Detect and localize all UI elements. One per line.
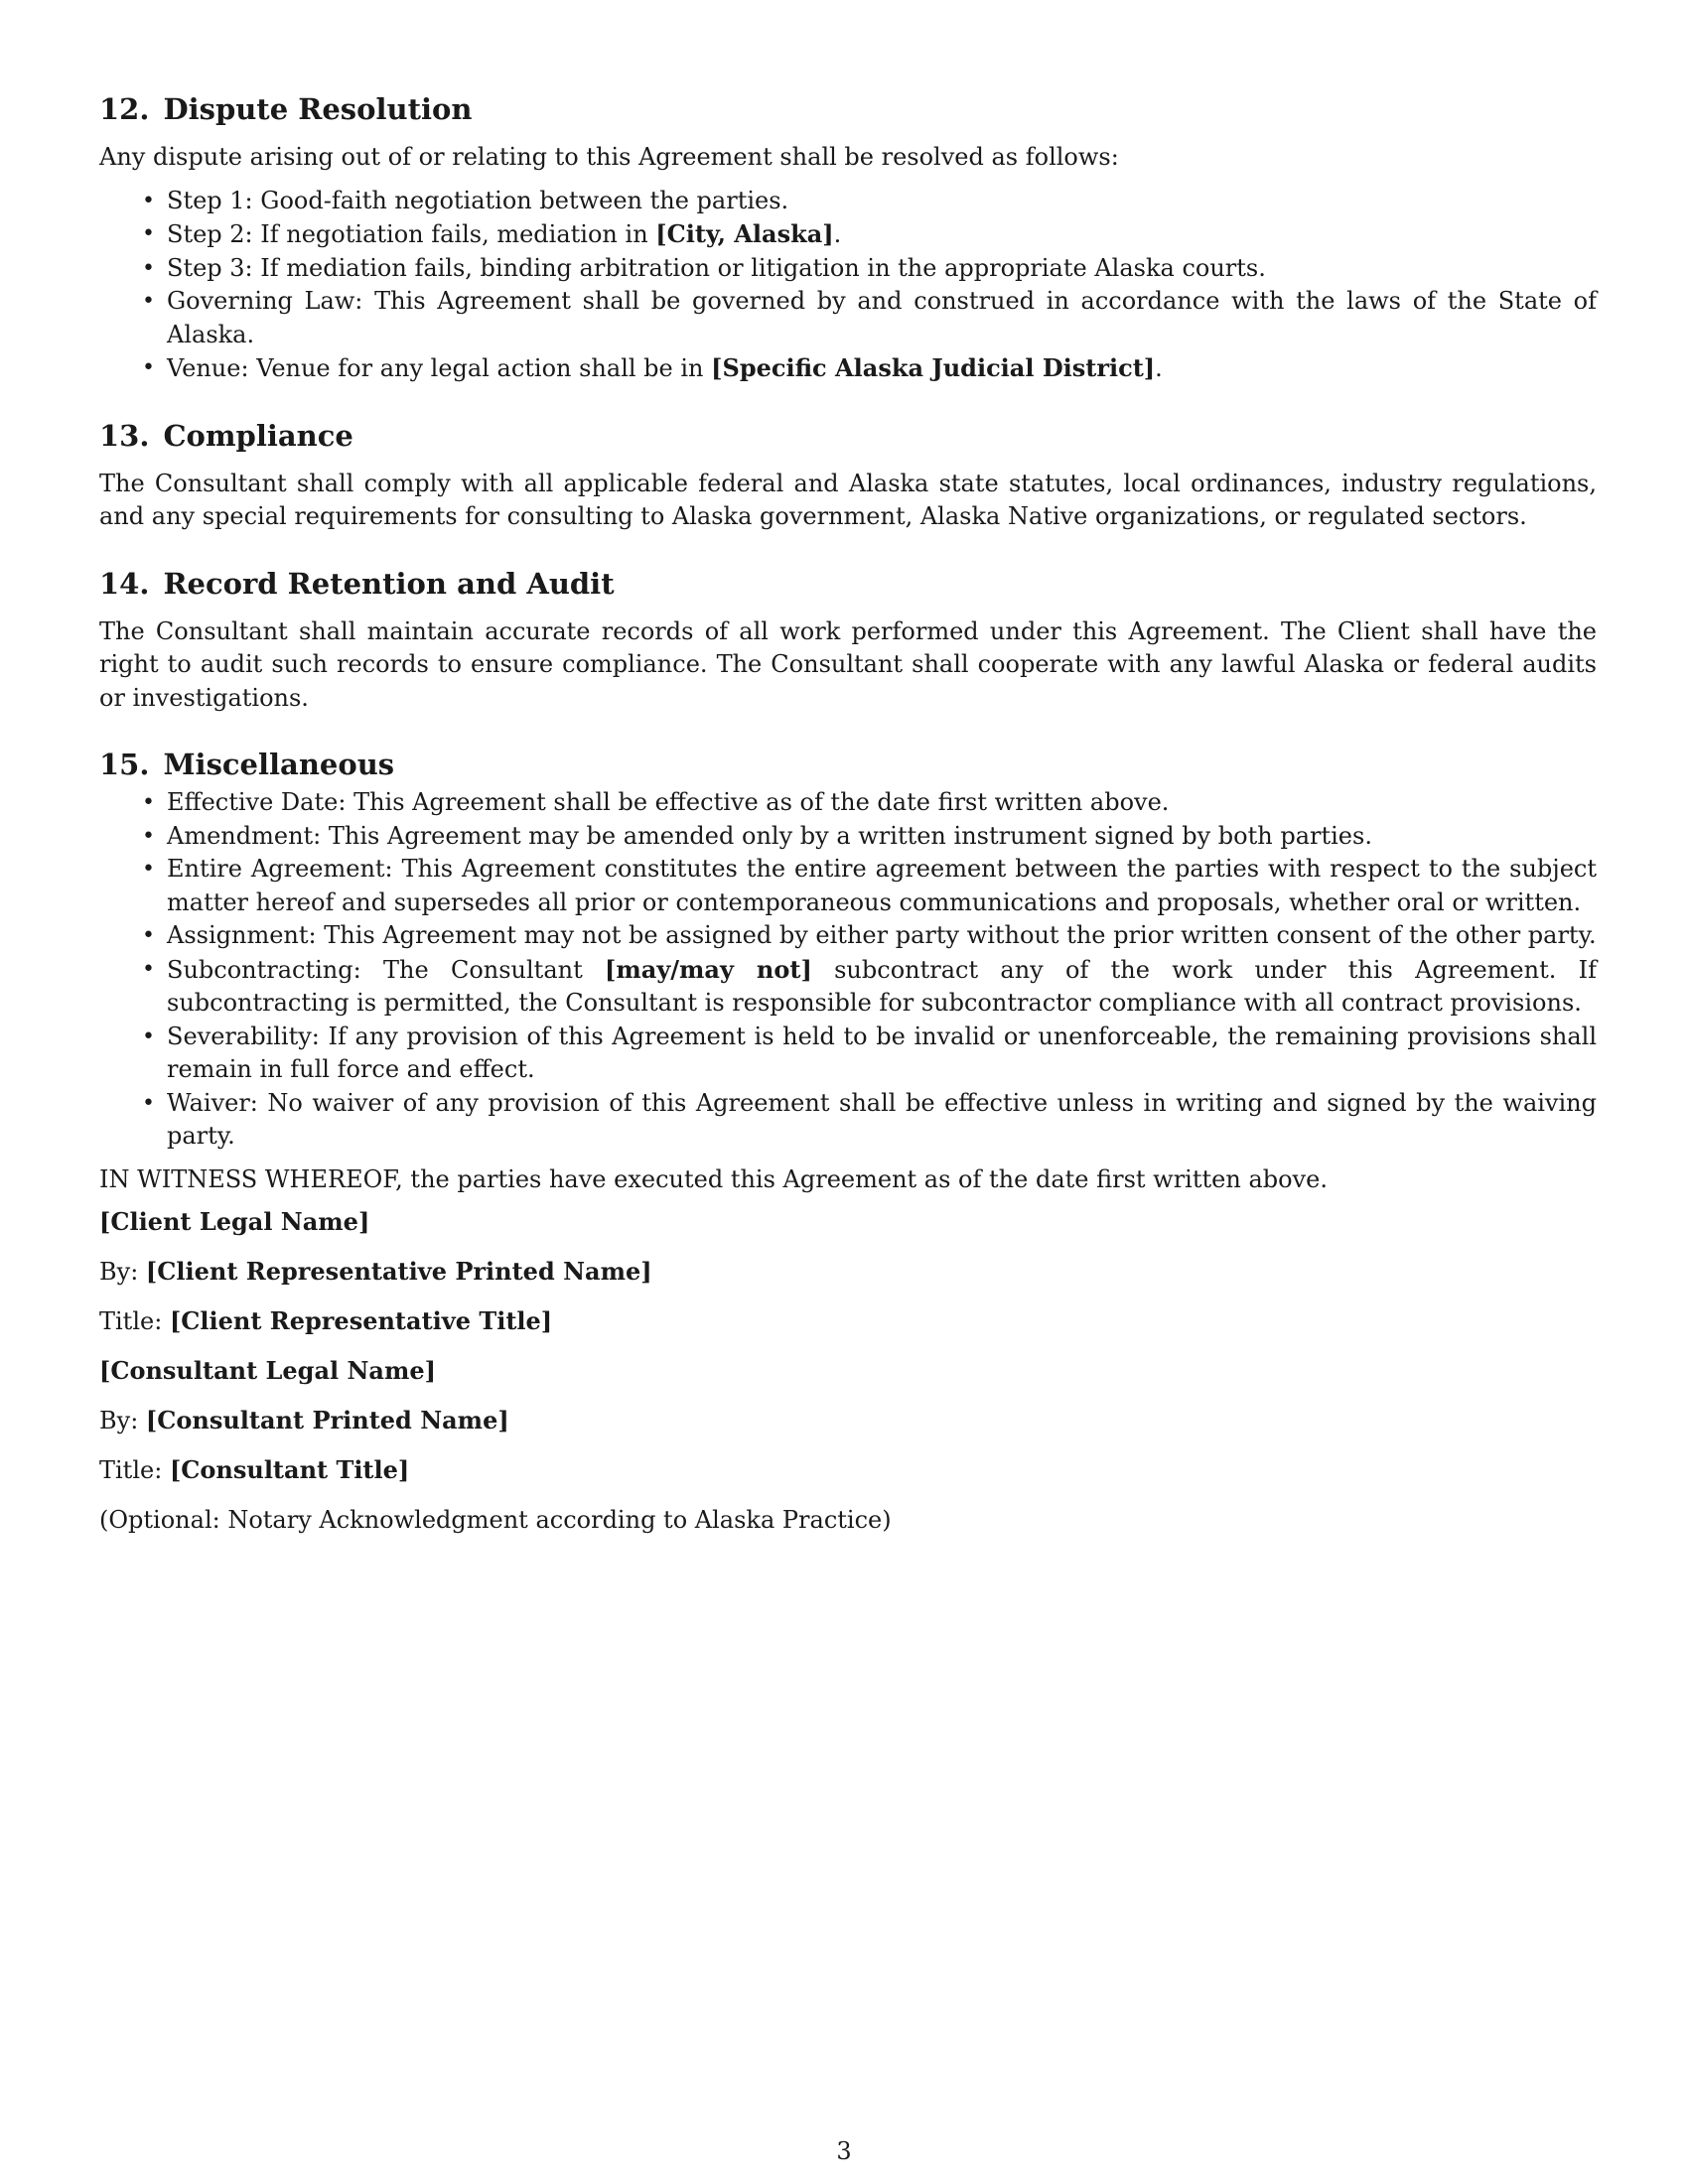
placeholder-field: [Client Representative Printed Name]: [145, 1257, 652, 1286]
placeholder-field: [Client Representative Title]: [169, 1306, 553, 1335]
section-14-body: The Consultant shall maintain accurate records of all work performed under this Agreement. The Client shall have the right to audit such records to ensure compliance. The Consultant shall cooperate with any lawful Alaska or federal audits or investigations.: [99, 616, 1597, 712]
list-item: • Governing Law: This Agreement shall be governed by and construed in accordance with the laws of the State of Alaska.: [167, 285, 1597, 351]
list-item: • Effective Date: This Agreement shall be effective as of the date first written above.: [167, 786, 1597, 820]
section-title: Miscellaneous: [163, 748, 395, 781]
section-number: 12.: [99, 92, 150, 126]
section-number: 15.: [99, 748, 150, 781]
document-page: [99, 91, 1597, 1545]
placeholder-field: [Consultant Title]: [169, 1455, 410, 1484]
section-12-heading: [99, 91, 1597, 127]
client-legal-name: [Client Legal Name]: [99, 1207, 370, 1236]
witness-statement: IN WITNESS WHEREOF, the parties have executed this Agreement as of the date first written above.: [99, 1164, 1328, 1193]
list-item: • Amendment: This Agreement may be amended only by a written instrument signed by both parties.: [167, 820, 1597, 854]
section-number: 13.: [99, 418, 150, 453]
list-item: • Severability: If any provision of this Agreement is held to be invalid or unenforceable, the remaining provisions shall remain in full force and effect.: [167, 1021, 1597, 1087]
notary-note: (Optional: Notary Acknowledgment according to Alaska Practice): [99, 1506, 892, 1534]
section-title: Dispute Resolution: [163, 92, 473, 126]
section-title: Record Retention and Audit: [163, 566, 615, 601]
client-by-line: By: [Client Representative Printed Name]: [99, 1257, 652, 1286]
client-title-line: Title: [Client Representative Title]: [99, 1306, 553, 1335]
list-item: • Entire Agreement: This Agreement constitutes the entire agreement between the parties with respect to the subject matter hereof and supersedes all prior or contemporaneous communications and proposals, whether oral or written.: [167, 853, 1597, 919]
list-item: • Venue: Venue for any legal action shall be in [Specific Alaska Judicial District].: [167, 351, 1597, 386]
list-item: • Step 3: If mediation fails, binding arbitration or litigation in the appropriate Alaska courts.: [167, 252, 1597, 286]
dispute-steps-list: [99, 185, 1597, 386]
page-number: 3: [836, 2137, 852, 2165]
list-item: • Step 2: If negotiation fails, mediation in [City, Alaska].: [167, 217, 1597, 252]
section-number: 14.: [99, 566, 150, 601]
placeholder-field: [City, Alaska]: [655, 219, 834, 248]
list-item: • Step 1: Good-faith negotiation between the parties.: [167, 185, 1597, 218]
section-13-body: The Consultant shall comply with all applicable federal and Alaska state statutes, local ordinances, industry regulations, and any special requirements for consulting to Alaska government, Alaska Native organizations, or regulated sectors.: [99, 469, 1597, 530]
list-item: • Waiver: No waiver of any provision of this Agreement shall be effective unless in writing and signed by the waiving party.: [167, 1087, 1597, 1154]
placeholder-field: [may/may not]: [605, 954, 812, 984]
list-item: • Assignment: This Agreement may not be assigned by either party without the prior written consent of the other party.: [167, 919, 1597, 953]
list-item: • Subcontracting: The Consultant [may/may not] subcontract any of the work under this Agreement. If subcontracting is permitted, the Consultant is responsible for subcontractor compliance with all contract provisions.: [167, 953, 1597, 1021]
consultant-legal-name: [Consultant Legal Name]: [99, 1356, 436, 1385]
section-13-heading: [99, 418, 1597, 454]
placeholder-field: [Consultant Printed Name]: [145, 1406, 509, 1434]
section-title: Compliance: [163, 418, 353, 453]
signature-block: [99, 1197, 1597, 1545]
section-12-intro: Any dispute arising out of or relating to this Agreement shall be resolved as follows:: [99, 143, 1119, 171]
section-14-heading: [99, 566, 1597, 602]
section-15-heading: [99, 747, 1597, 782]
consultant-by-line: By: [Consultant Printed Name]: [99, 1406, 509, 1434]
consultant-title-line: Title: [Consultant Title]: [99, 1455, 410, 1484]
miscellaneous-list: [99, 786, 1597, 1154]
placeholder-field: [Specific Alaska Judicial District]: [711, 353, 1156, 382]
